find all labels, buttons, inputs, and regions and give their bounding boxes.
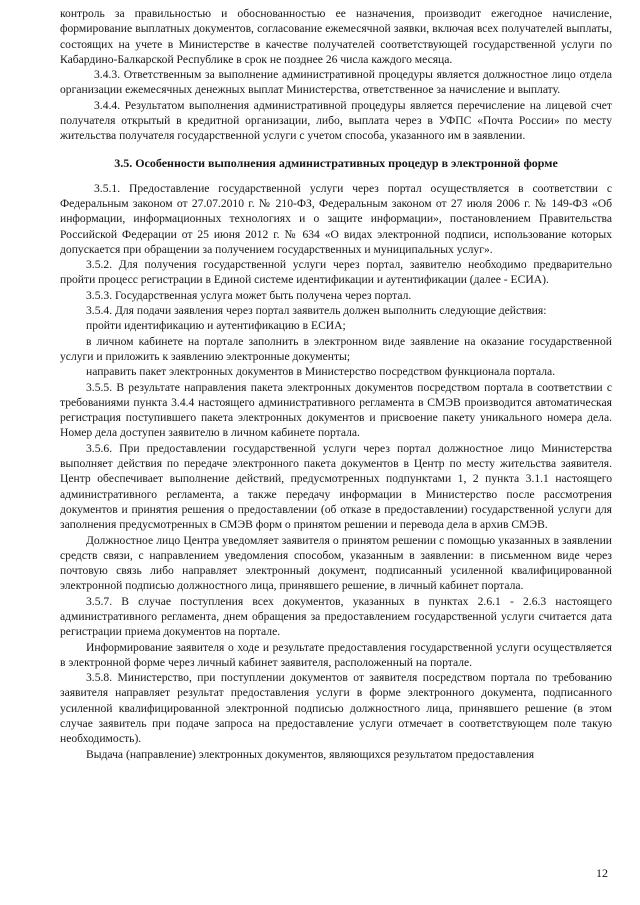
top-section xyxy=(60,6,612,144)
paragraph-3-5-8: 3.5.8. Министерство, при поступлении документов от заявителя посредством портала по требованию заявителя направляет результат предоставления услуги в форме электронного документа, подписанного усиленной квалифицированной электронной подписью должностного лица, принявшего решение (в этом случае заявитель при подаче запроса на предоставление услуги отмечает в соответствующем поле такую необходимость). xyxy=(60,671,612,746)
list-item-send: направить пакет электронных документов в Министерство посредством функционала портала. xyxy=(86,365,556,379)
main-section xyxy=(60,181,612,762)
paragraph-3-5-1: 3.5.1. Предоставление государственной услуги через портал осуществляется в соответствии с Федеральным законом от 27.07.2010 г. № 210-ФЗ, Федеральным законом от 27 июля 2006 г. № 149-ФЗ «Об информации, информационных технологиях и о защите информации», постановлением Правительства Российской Федерации от 25 июня 2012 г. № 634 «О видах электронной подписи, использование которых допускается при обращении за получением государственных и муниципальных услуг». xyxy=(60,181,612,256)
list-item-esia: пройти идентификацию и аутентификацию в ЕСИА; xyxy=(86,319,346,333)
paragraph-informing: Информирование заявителя о ходе и результате предоставления государственной услуги осуществляется в электронной форме через личный кабинет заявителя, расположенный на портале. xyxy=(60,640,612,669)
paragraph-3-5-5: 3.5.5. В результате направления пакета электронных документов посредством портала в соответствии с требованиями пункта 3.4.4 настоящего административного регламента в СМЭВ производится автоматическая регистрация поступившего пакета электронных документов и присвоение пакету уникального номера дела. Номер дела доступен заявителю в личном кабинете портала. xyxy=(60,380,612,440)
paragraph-continuation: контроль за правильностью и обоснованностью ее назначения, производит ежегодное начисление, формирование выплатных документов, согласование ежемесячной заявки, включая всех получателей выплаты, состоящих на учете в Министерстве в качестве получателей соответствующей государственной услуги по Кабардино-Балкарской Республике в срок не позднее 26 числа каждого месяца. xyxy=(60,7,612,66)
list-item-cabinet: в личном кабинете на портале заполнить в электронном виде заявление на оказание государственной услуги и приложить к заявлению электронные документы; xyxy=(60,334,612,363)
paragraph-3-5-6: 3.5.6. При предоставлении государственной услуги через портал должностное лицо Министерства выполняет действия по передаче электронного пакета документов в Центр по месту жительства заявителя. Центр обеспечивает выполнение действий, предусмотренных подпунктами 1, 2 пункта 3.1.1 настоящего административного регламента, а также передачу информации в Министерство после рассмотрения документов и принятия решения о предоставлении (об отказе в предоставлении) государственной услуги для заполнения предусмотренных в СМЭВ форм о принятом решении и перевода дела в архив СМЭВ. xyxy=(60,441,612,532)
paragraph-center-notification: Должностное лицо Центра уведомляет заявителя о принятом решении с помощью указанных в заявлении средств связи, с направлением уведомления способом, указанным в заявлении: в письменном виде через почтовую связь либо направляет электронный документ, подписанный усиленной квалифицированной электронной подписью должностного лица, принявшего решение, в личный кабинет портала. xyxy=(60,533,612,593)
paragraph-3-5-2: 3.5.2. Для получения государственной услуги через портал, заявителю необходимо предварительно пройти процесс регистрации в Единой системе идентификации и аутентификации (далее - ЕСИА). xyxy=(60,258,612,287)
paragraph-3-4-4: 3.4.4. Результатом выполнения административной процедуры является перечисление на лицевой счет получателя открытый в кредитной организации, либо, выплата через в УФПС «Почта России» по месту жительства получателя государственной услуги с учетом способа, указанного им в заявлении. xyxy=(60,98,612,143)
section-heading-3-5: 3.5. Особенности выполнения административных процедур в электронной форме xyxy=(114,155,558,170)
paragraph-3-5-7: 3.5.7. В случае поступления всех документов, указанных в пунктах 2.6.1 - 2.6.3 настоящего административного регламента, днем обращения за предоставлением государственной услуги считается дата регистрации приема документов на портале. xyxy=(60,594,612,639)
paragraph-3-5-3: 3.5.3. Государственная услуга может быть получена через портал. xyxy=(86,288,412,302)
paragraph-3-4-3: 3.4.3. Ответственным за выполнение административной процедуры является должностное лицо отдела организации ежемесячных денежных выплат Министерства, ответственное за начисление и выплату. xyxy=(60,68,612,97)
page-number: 12 xyxy=(596,866,608,880)
paragraph-3-5-4: 3.5.4. Для подачи заявления через портал заявитель должен выполнить следующие действия: xyxy=(86,304,547,318)
paragraph-issuance: Выдача (направление) электронных документов, являющихся результатом предоставления xyxy=(86,747,535,761)
